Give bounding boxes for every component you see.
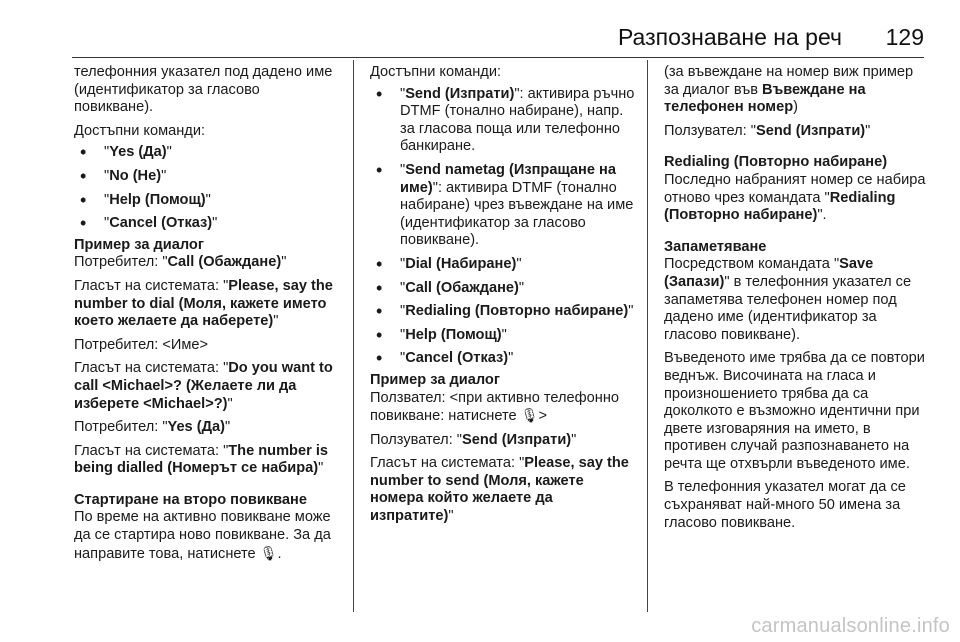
list-item: • "Send (Изпрати)": активира ръчно DTMF (тонално набиране), напр. за гласова поща или телефонно банкиране. (370, 86, 638, 156)
list-item: • "No (Не)" (74, 168, 342, 186)
dialog-line: Потребител: "Call (Обаждане)" (74, 254, 287, 271)
body-text: По време на активно повикване може да се стартира ново повикване. За да направите това, натиснете 🎙︎. (74, 509, 331, 562)
list-item: • "Call (Обаждане)" (370, 280, 638, 298)
watermark: carmanualsonline.info (751, 615, 950, 637)
body-text: Посредством командата "Save (Запази)" в телефонния указател се запаметява телефонен номер под дадено име (идентификатор за гласово повикване). (664, 256, 912, 343)
dialog-line: Потребител: <Име> (74, 336, 209, 353)
list-item: • "Yes (Да)" (74, 144, 342, 162)
list-item: • "Dial (Набиране)" (370, 256, 638, 274)
column-divider-1 (353, 60, 354, 612)
intro-text: телефонния указател под дадено име (идентификатор за гласово повикване). (74, 64, 333, 116)
section-heading: Запаметяване (664, 238, 767, 255)
voice-command-icon: 🎙︎ (259, 544, 278, 561)
dialog-line: Ползувател: "Send (Изпрати)" (664, 122, 871, 139)
dialog-line: Гласът на системата: "Please, say the number to send (Моля, кажете номера който желаете да изпратите)" (370, 455, 629, 525)
section-heading: Стартиране на второ повикване (74, 491, 307, 508)
column-3 (664, 64, 928, 538)
column-divider-2 (647, 60, 648, 612)
dialog-line: Ползвател: <при активно телефонно повикване: натиснете 🎙︎> (370, 389, 620, 425)
page-number: 129 (885, 24, 924, 50)
body-text: В телефонния указател могат да се съхраняват най-много 50 имена за гласово повикване. (664, 479, 906, 531)
list-item: • "Redialing (Повторно набиране)" (370, 303, 638, 321)
column-1 (74, 64, 342, 569)
list-item: • "Cancel (Отказ)" (370, 350, 638, 368)
page-header (0, 0, 960, 60)
dialog-line: Гласът на системата: "Please, say the number to dial (Моля, кажете името което желаете да наберете)" (74, 277, 333, 330)
command-list (370, 86, 638, 368)
dialog-line: Гласът на системата: "Do you want to call <Michael>? (Желаете ли да изберете <Michael>?)" (74, 360, 333, 412)
list-item: • "Help (Помощ)" (74, 192, 342, 210)
intro-text: (за въвеждане на номер виж пример за диалог във Въвеждане на телефонен номер) (664, 64, 914, 116)
section-heading: Redialing (Повторно набиране) (664, 154, 888, 171)
section-heading: Пример за диалог (370, 371, 500, 388)
body-text: Последно набраният номер се набира отново чрез командата "Redialing (Повторно набиране)". (664, 171, 926, 224)
command-list (74, 144, 342, 232)
dialog-line: Ползувател: "Send (Изпрати)" (370, 431, 577, 448)
list-item: • "Help (Помощ)" (370, 327, 638, 345)
page-title: Разпознаване на реч (617, 24, 842, 50)
list-item: • "Cancel (Отказ)" (74, 215, 342, 233)
commands-label: Достъпни команди: (74, 122, 206, 139)
dialog-line: Потребител: "Yes (Да)" (74, 419, 231, 436)
section-heading: Пример за диалог (74, 236, 204, 253)
column-2 (370, 64, 638, 532)
commands-label: Достъпни команди: (370, 64, 502, 80)
header-rule (72, 57, 924, 58)
dialog-line: Гласът на системата: "The number is being dialled (Номерът се набира)" (74, 442, 328, 477)
body-text: Въведеното име трябва да се повтори веднъж. Височината на гласа и произношението трябва да са доколкото е възможно идентични при двете изговаряния на името, в противен случай разпознаването на речта ще отхвърли въведеното име. (664, 350, 925, 472)
list-item: • "Send nametag (Изпращане на име)": активира DTMF (тонално набиране) чрез въвеждане на име (идентификатор за гласово повикване). (370, 162, 638, 250)
voice-command-icon: 🎙︎ (520, 407, 539, 424)
